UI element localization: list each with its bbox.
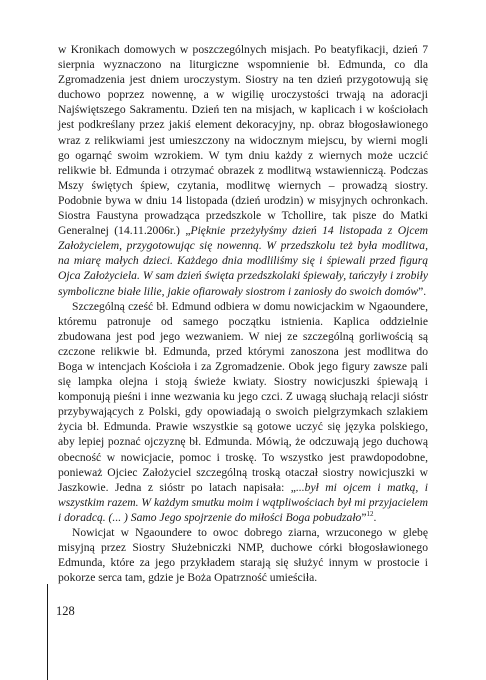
paragraph-3 (58, 525, 428, 585)
quote-faustyna: Pięknie przeżyłyśmy dzień 14 listopada z Ojcem Założycielem, przygotowując się nowenną. W przedszkolu też była modlitwa, na miarę małych dzieci. Każdego dnia modliliśmy się i śpiewali przed figurą Ojca Założyciela. W sam dzień święta przedszkolaki śpiewały, tańczyły i zrobiły symboliczne białe lilie, jakie ofiarowały siostrom i zaniosły do swoich domów (58, 224, 428, 298)
body-text (58, 42, 428, 585)
paragraph-1-text: w Kronikach domowych w poszczególnych misjach. Po beatyfikacji, dzień 7 sierpnia wyznaczono na liturgiczne wspomnienie bł. Edmunda, co dla Zgromadzenia jest dniem uroczystym. Siostry na ten dzień przygotowują się duchowo poprzez nowennę, a w wigilię uroczystości trwają na adoracji Najświętszego Sakramentu. Dzień ten na misjach, w kaplicach i w kościołach jest podkreślany przez jakiś element dekoracyjny, np. obraz błogosławionego wraz z relikwiami jest umieszczony na widocznym miejscu, by wierni mogli go ogarnąć swoim wzrokiem. W tym dniu każdy z wiernych może uczcić relikwie bł. Edmunda i otrzymać obrazek z modlitwą wstawienniczą. Podczas Mszy świętych śpiew, czytania, modlitwę wiernych – prowadzą siostry. Podobnie bywa w dniu 14 listopada (dzień urodzin) w misyjnych ochronkach. Siostra Faustyna prowadząca przedszkole w Tchollire, tak pisze do Matki Generalnej (14.11.2006r.) „ (58, 43, 428, 238)
paragraph-3-text: Nowicjat w Ngaoundere to owoc dobrego ziarna, wrzuconego w glebę misyjną przez Siostry Służebniczki NMP, duchowe córki błogosławionego Edmunda, które za jego przykładem starają się służyć innym w prostocie i pokorze serca tam, gdzie je Boża Opatrzność umieściła. (58, 526, 428, 585)
paragraph-1 (58, 42, 428, 299)
paragraph-2-text: Szczególną cześć bł. Edmund odbiera w domu nowicjackim w Ngaoundere, któremu patronuje od samego początku istnienia. Kaplica oddzielnie zbudowana jest pod jego wezwaniem. W niej ze szczególną gorliwością są czczone relikwie bł. Edmunda, przed którymi zanoszona jest modlitwa do Boga w intencjach Kościoła i za Zgromadzenie. Obok jego figury zawsze pali się lampka olejna i stoją świeże kwiaty. Siostry nowicjuszki śpiewają i komponują pieśni i inne wezwania ku jego czci. Z uwagą słuchają relacji sióstr przybywających z Polski, gdy opowiadają o swoich pielgrzymkach szlakiem życia bł. Edmunda. Prawie wszystkie są gotowe uczyć się języka polskiego, aby lepiej poznać ojczyznę bł. Edmunda. Mówią, że odczuwają jego duchową obecność w nowicjacie, pomoc i troskę. To wszystko jest prawdopodobne, ponieważ Ojciec Założyciel szczególną troską otaczał siostry nowicjuszki w Jaszkowie. Jedna z sióstr po latach napisała: „ (58, 299, 428, 494)
quote-close: ”. (418, 284, 427, 298)
quote-sister: ...był mi ojcem i matką, i wszystkim razem. W każdym smutku moim i wątpliwościach był mi przyjacielem i doradcą. (... ) Samo Jego spojrzenie do miłości Boga pobudzało (58, 480, 428, 524)
paragraph-2 (58, 299, 428, 525)
footnote-ref-12[interactable]: 12 (366, 510, 374, 519)
paragraph-end: . (373, 510, 377, 524)
margin-rule (47, 584, 48, 680)
quote-close: ” (361, 510, 367, 524)
page-number: 128 (56, 604, 75, 618)
